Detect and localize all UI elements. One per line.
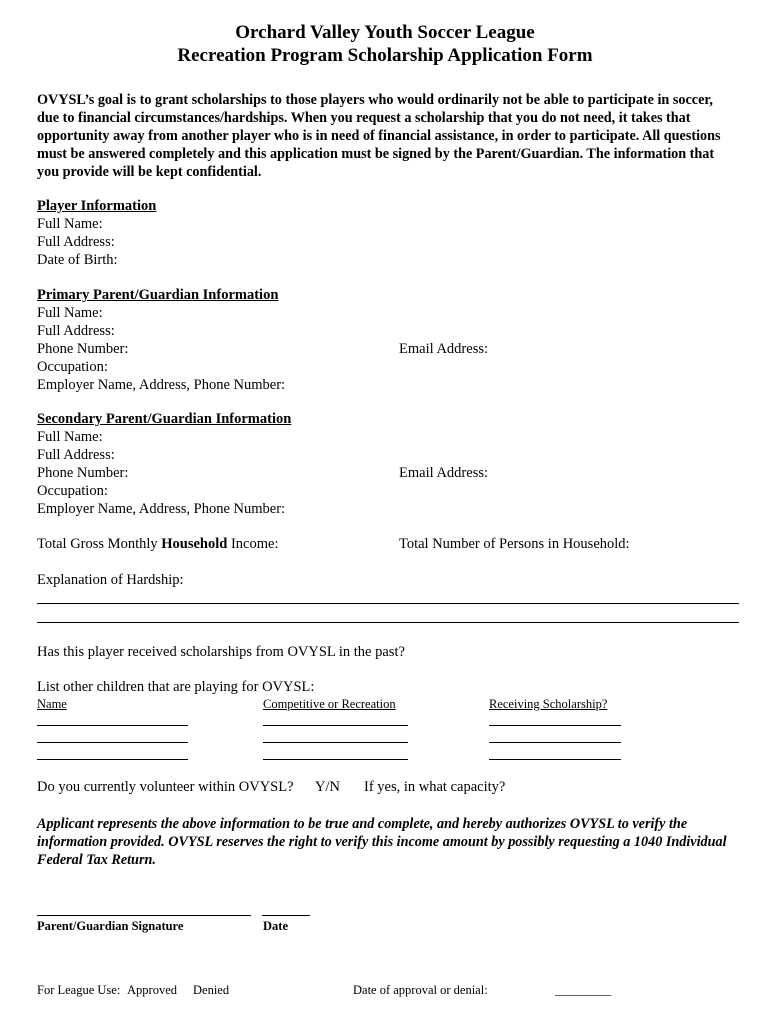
secondary-full-address-label[interactable]: Full Address: [37, 447, 115, 463]
primary-employer-label[interactable]: Employer Name, Address, Phone Number: [37, 377, 286, 393]
form-title-line1: Orchard Valley Youth Soccer League [235, 22, 535, 43]
primary-email-label[interactable]: Email Address: [399, 341, 489, 357]
player-full-address-label[interactable]: Full Address: [37, 234, 115, 250]
household-income-prefix: Total Gross Monthly [37, 536, 162, 552]
child-2-type-line[interactable] [263, 742, 408, 743]
child-3-type-line[interactable] [263, 759, 408, 760]
primary-guardian-heading: Primary Parent/Guardian Information [37, 287, 279, 303]
form-title-line2: Recreation Program Scholarship Application Form [177, 45, 593, 66]
child-1-scholarship-line[interactable] [489, 725, 621, 726]
children-col-scholarship: Receiving Scholarship? [489, 697, 608, 711]
hardship-label: Explanation of Hardship: [37, 572, 184, 588]
child-3-scholarship-line[interactable] [489, 759, 621, 760]
approval-date-label: Date of approval or denial: [353, 983, 488, 997]
child-2-scholarship-line[interactable] [489, 742, 621, 743]
denied-option[interactable]: Denied [193, 983, 230, 997]
household-income-suffix: Income: [227, 536, 279, 552]
applicant-disclaimer: Applicant represents the above information to be true and complete, and hereby authorizes OVYSL to verify the information provided. OVYSL reserves the right to verify this income amount by possibly requesting a 1040 Individual Federal Tax Return. [37, 816, 727, 868]
secondary-phone-label[interactable]: Phone Number: [37, 465, 129, 481]
signature-label: Parent/Guardian Signature [37, 919, 184, 933]
volunteer-yn[interactable]: Y/N [315, 779, 340, 795]
children-col-type: Competitive or Recreation [263, 697, 396, 711]
approved-option[interactable]: Approved [127, 983, 177, 997]
household-income-bold: Household [161, 536, 228, 552]
secondary-guardian-heading: Secondary Parent/Guardian Information [37, 411, 292, 427]
children-col-name: Name [37, 697, 67, 711]
child-2-name-line[interactable] [37, 742, 188, 743]
approval-date-blank[interactable]: _________ [555, 983, 612, 997]
player-full-name-label[interactable]: Full Name: [37, 216, 103, 232]
intro-paragraph: OVYSL’s goal is to grant scholarships to those players who would ordinarily not be able to participate in soccer, due to financial circumstances/hardships. When you request a scholarship that you do not need, it takes that opportunity away from another player who is in need of financial assistance, in order to participate. All questions must be answered completely and this application must be signed by the Parent/Guardian. The information that you provide will be kept confidential. [37, 92, 721, 180]
date-line[interactable] [262, 915, 310, 916]
hardship-line-1[interactable] [37, 603, 739, 604]
primary-occupation-label[interactable]: Occupation: [37, 359, 108, 375]
player-dob-label[interactable]: Date of Birth: [37, 252, 118, 268]
secondary-occupation-label[interactable]: Occupation: [37, 483, 108, 499]
primary-phone-label[interactable]: Phone Number: [37, 341, 129, 357]
child-1-name-line[interactable] [37, 725, 188, 726]
hardship-line-2[interactable] [37, 622, 739, 623]
secondary-full-name-label[interactable]: Full Name: [37, 429, 103, 445]
household-income-label[interactable] [37, 536, 278, 553]
signature-line[interactable] [37, 915, 251, 916]
date-label: Date [263, 919, 288, 933]
volunteer-capacity-label[interactable]: If yes, in what capacity? [364, 779, 506, 795]
past-scholarship-question[interactable]: Has this player received scholarships from OVYSL in the past? [37, 644, 405, 660]
primary-full-address-label[interactable]: Full Address: [37, 323, 115, 339]
other-children-label: List other children that are playing for OVYSL: [37, 679, 315, 695]
household-persons-label[interactable]: Total Number of Persons in Household: [399, 536, 630, 552]
child-3-name-line[interactable] [37, 759, 188, 760]
secondary-employer-label[interactable]: Employer Name, Address, Phone Number: [37, 501, 286, 517]
primary-full-name-label[interactable]: Full Name: [37, 305, 103, 321]
child-1-type-line[interactable] [263, 725, 408, 726]
player-info-heading: Player Information [37, 198, 157, 214]
volunteer-question: Do you currently volunteer within OVYSL? [37, 779, 294, 795]
secondary-email-label[interactable]: Email Address: [399, 465, 489, 481]
league-use-label: For League Use: [37, 983, 121, 997]
